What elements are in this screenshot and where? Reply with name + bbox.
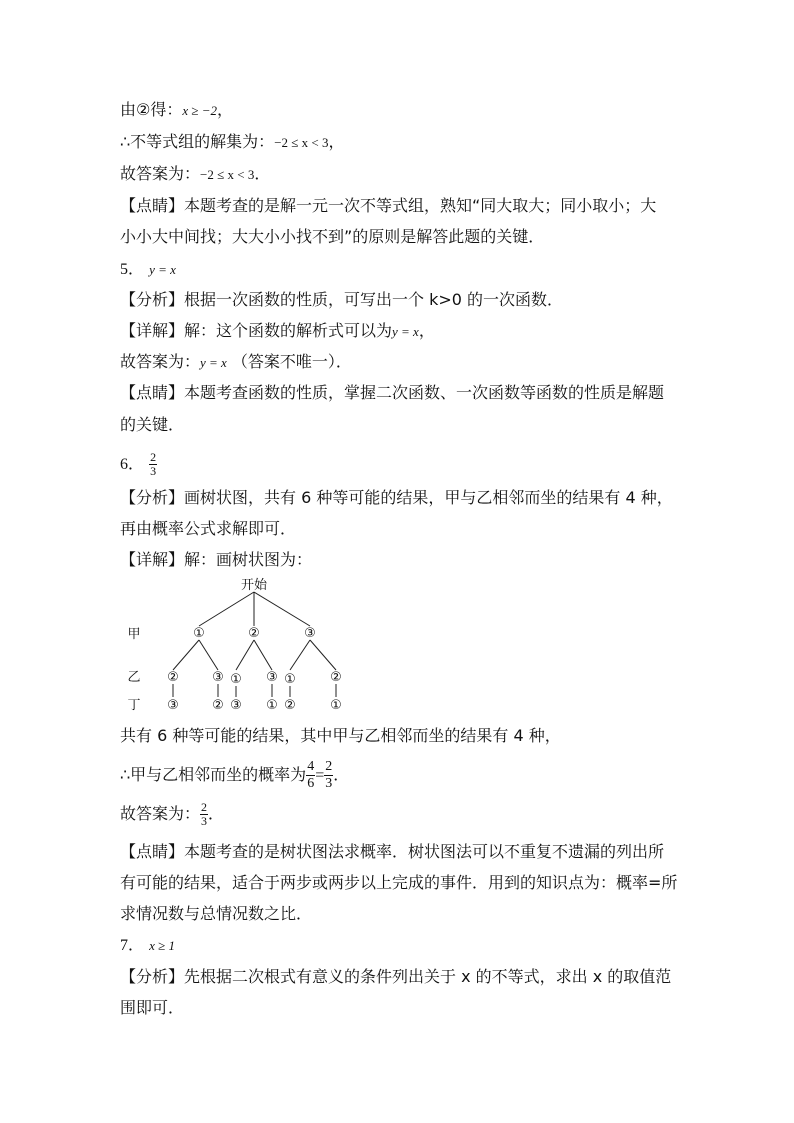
tree-node-l1-2: ② bbox=[248, 626, 260, 641]
line-18: 故答案为： $\frac{2}{3}$ ． bbox=[120, 800, 225, 828]
tree-node-l3-2: ② bbox=[212, 698, 224, 713]
tree-node-l1-3: ③ bbox=[304, 626, 316, 641]
line-17: ∴甲与乙相邻而坐的概率为 $\frac{4}{6}$ = $\frac{2}{3}$ ． bbox=[120, 759, 350, 791]
answer-7-heading: 7． x ≥ 1 bbox=[120, 937, 176, 954]
line-20: 有可能的结果，适合于两步或两步以上完成的事件．用到的知识点为：概率=所 bbox=[120, 873, 678, 892]
line-16: 共有 6 种等可能的结果，其中甲与乙相邻而坐的结果有 4 种， bbox=[120, 726, 561, 745]
tree-node-l2-6: ② bbox=[330, 670, 342, 685]
line-24: 围即可． bbox=[120, 998, 185, 1017]
line-7: 【分析】根据一次函数的性质，可写出一个 k>0 的一次函数． bbox=[120, 290, 564, 309]
line-3: 故答案为：−2 ≤ x < 3． bbox=[120, 164, 271, 183]
fraction-2-3: $\frac{2}{3}$ bbox=[150, 450, 157, 478]
line-5: 小小大中间找；大大小小找不到”的原则是解答此题的关键． bbox=[120, 227, 545, 246]
row-label-yi: 乙 bbox=[127, 670, 141, 685]
line-8: 【详解】解：这个函数的解析式可以为y = x， bbox=[120, 321, 435, 340]
fraction-4-6: $\frac{4}{6}$ bbox=[307, 759, 315, 791]
line-19: 【点睛】本题考查的是树状图法求概率．树状图法可以不重复不遗漏的列出所 bbox=[120, 842, 665, 861]
tree-node-l2-3: ① bbox=[230, 672, 242, 687]
tree-root-start: 开始 bbox=[240, 578, 268, 593]
tree-node-l3-1: ③ bbox=[167, 698, 179, 713]
line-1: 由②得：x ≥ −2， bbox=[120, 100, 234, 119]
line-23: 【分析】先根据二次根式有意义的条件列出关于 x 的不等式，求出 x 的取值范 bbox=[120, 967, 672, 986]
fraction-2-3-prob: $\frac{2}{3}$ bbox=[325, 759, 333, 791]
line-4: 【点睛】本题考查的是解一元一次不等式组，熟知“同大取大；同小取小；大 bbox=[120, 196, 657, 215]
tree-node-l1-1: ① bbox=[193, 626, 205, 641]
tree-node-l2-1: ② bbox=[167, 670, 179, 685]
tree-node-l2-4: ③ bbox=[266, 670, 278, 685]
tree-node-l2-2: ③ bbox=[212, 670, 224, 685]
line-13: 【分析】画树状图，共有 6 种等可能的结果，甲与乙相邻而坐的结果有 4 种， bbox=[120, 488, 673, 507]
line-2: ∴不等式组的解集为：−2 ≤ x < 3， bbox=[120, 132, 345, 151]
line-10: 【点睛】本题考查函数的性质，掌握二次函数、一次函数等函数的性质是解题 bbox=[120, 383, 665, 402]
row-label-ding: 丁 bbox=[127, 698, 141, 713]
tree-node-l3-3: ③ bbox=[230, 698, 242, 713]
tree-node-l3-4: ① bbox=[266, 698, 278, 713]
answer-5-heading: 5． y = x bbox=[120, 261, 176, 278]
tree-node-l3-6: ① bbox=[330, 698, 342, 713]
fraction-2-3-answer: $\frac{2}{3}$ bbox=[201, 800, 208, 828]
line-21: 求情况数与总情况数之比． bbox=[120, 904, 313, 923]
line-9: 故答案为：y = x （答案不唯一）． bbox=[120, 352, 352, 371]
line-14: 再由概率公式求解即可． bbox=[120, 519, 297, 538]
line-11: 的关键． bbox=[120, 415, 185, 434]
answer-6-heading: 6． $\frac{2}{3}$ bbox=[120, 450, 157, 478]
tree-node-l3-5: ② bbox=[284, 698, 296, 713]
tree-node-l2-5: ① bbox=[284, 672, 296, 687]
row-label-jia: 甲 bbox=[127, 627, 141, 642]
line-15: 【详解】解：画树状图为： bbox=[120, 550, 313, 569]
